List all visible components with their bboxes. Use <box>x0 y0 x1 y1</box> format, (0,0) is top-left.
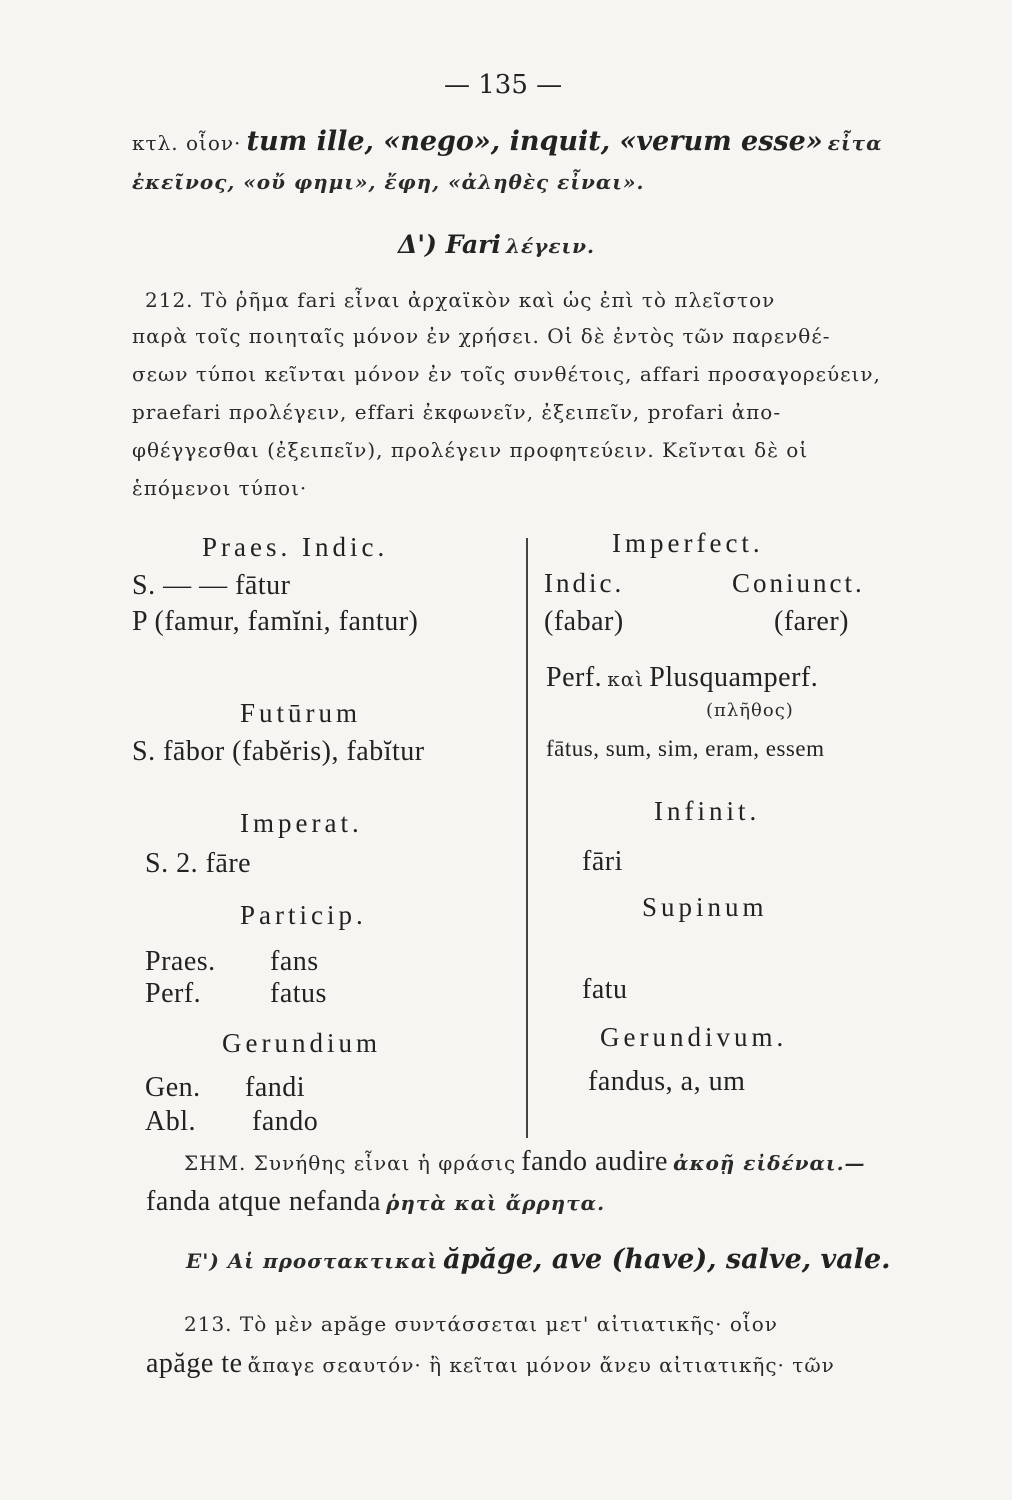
perf-label: Perf. <box>546 662 603 693</box>
para212-line-2: παρὰ τοῖς ποιηταῖς μόνον ἐν χρήσει. Οἱ δὲ ἐντὸς τῶν παρενθέ- <box>132 324 831 348</box>
para212-line-4: praefari προλέγειν, effari ἐκφωνεῖν, ἐξειπεῖν, profari ἀπο- <box>132 400 782 424</box>
futurum-heading: Futūrum <box>240 698 362 728</box>
supinum-form: fatu <box>582 974 628 1005</box>
gerundivum-heading: Gerundivum. <box>600 1022 788 1052</box>
para213-line-2 <box>146 1348 835 1380</box>
para213-latin: apăge te <box>146 1348 243 1379</box>
futurum-singular: S. fābor (fabĕris), fabĭtur <box>132 736 425 767</box>
section-d-heading <box>398 230 595 259</box>
para212-line-3: σεων τύποι κεῖνται μόνον ἐν τοῖς συνθέτοις, affari προσαγορεύειν, <box>132 362 881 386</box>
particip-praes-value: fans <box>270 946 319 977</box>
praes-singular: S. — — fātur <box>132 570 291 601</box>
imperfect-coniunct-form: (farer) <box>774 606 849 637</box>
note-greek: ΣΗΜ. Συνήθης εἶναι ἡ φράσις <box>184 1151 517 1175</box>
note-line-2 <box>146 1186 605 1218</box>
intro-line-2: ἐκεῖνος, «οὔ φημι», ἔφη, «ἀληθὲς εἶναι». <box>132 170 645 194</box>
imperat-singular: S. 2. fāre <box>145 848 252 879</box>
intro-greek: κτλ. οἷον· <box>132 131 242 155</box>
section-e-words: ăpăge, ave (have), salve, vale. <box>443 1244 891 1275</box>
note-greek-2: ῥητὰ καὶ ἄρρητα. <box>386 1191 606 1215</box>
page-number: — 135 — <box>444 70 563 100</box>
note-latin-2: fanda atque nefanda <box>146 1186 381 1217</box>
plusquamperf-label: Plusquamperf. <box>649 662 819 693</box>
gerundium-heading: Gerundium <box>222 1028 381 1058</box>
intro-end: εἶτα <box>827 131 883 155</box>
perfect-forms: fātus, sum, sim, eram, essem <box>546 736 825 761</box>
para213-greek: ἄπαγε σεαυτόν· ἢ κεῖται μόνον ἄνευ αἰτιατικῆς· τῶν <box>247 1353 835 1377</box>
imperfect-heading: Imperfect. <box>612 528 764 558</box>
gerundium-gen-label: Gen. <box>145 1072 201 1103</box>
kai-word: καὶ <box>607 667 645 691</box>
gerundium-gen-value: fandi <box>245 1072 306 1103</box>
plithos-note: (πλῆθος) <box>706 700 794 721</box>
note-greek-end: ἀκοῇ εἰδέναι.— <box>673 1151 866 1175</box>
perf-plusquam-heading <box>546 662 818 694</box>
particip-heading: Particip. <box>240 900 367 930</box>
gerundium-abl-label: Abl. <box>145 1106 196 1137</box>
section-d-label: Δ') Fari <box>398 230 501 259</box>
section-e-label: Ε') Αἱ προστακτικαὶ <box>186 1249 439 1273</box>
gerundium-abl-value: fando <box>252 1106 319 1137</box>
section-d-greek: λέγειν. <box>505 234 595 258</box>
particip-perf-value: fatus <box>270 978 327 1009</box>
note-latin: fando audire <box>521 1146 668 1177</box>
praes-indic-heading: Praes. Indic. <box>202 532 389 562</box>
intro-latin: tum ille, «nego», inquit, «verum esse» <box>246 126 823 157</box>
para212-line-6: ἑπόμενοι τύποι· <box>132 476 308 500</box>
infinit-heading: Infinit. <box>654 796 761 826</box>
para213-line-1: 213. Τὸ μὲν apăge συντάσσεται μετ' αἰτιατικῆς· οἷον <box>184 1312 778 1336</box>
section-e-heading <box>186 1244 891 1275</box>
para212-line-1: 212. Τὸ ῥῆμα fari εἶναι ἀρχαϊκὸν καὶ ὡς ἐπὶ τὸ πλεῖστον <box>145 288 776 312</box>
column-divider <box>526 538 528 1138</box>
para212-line-5: φθέγγεσθαι (ἐξειπεῖν), προλέγειν προφητεύειν. Κεῖνται δὲ οἱ <box>132 438 809 462</box>
intro-line-1 <box>132 126 882 157</box>
particip-perf-label: Perf. <box>145 978 202 1009</box>
imperfect-indic-form: (fabar) <box>544 606 624 637</box>
gerundivum-form: fandus, a, um <box>588 1066 746 1097</box>
praes-plural: P (famur, famĭni, fantur) <box>132 606 419 637</box>
particip-praes-label: Praes. <box>145 946 216 977</box>
note-line-1 <box>184 1146 866 1178</box>
indic-label: Indic. <box>544 568 625 598</box>
imperat-heading: Imperat. <box>240 808 363 838</box>
coniunct-label: Coniunct. <box>732 568 865 598</box>
infinitive-form: fāri <box>582 846 623 877</box>
supinum-heading: Supinum <box>642 892 768 922</box>
